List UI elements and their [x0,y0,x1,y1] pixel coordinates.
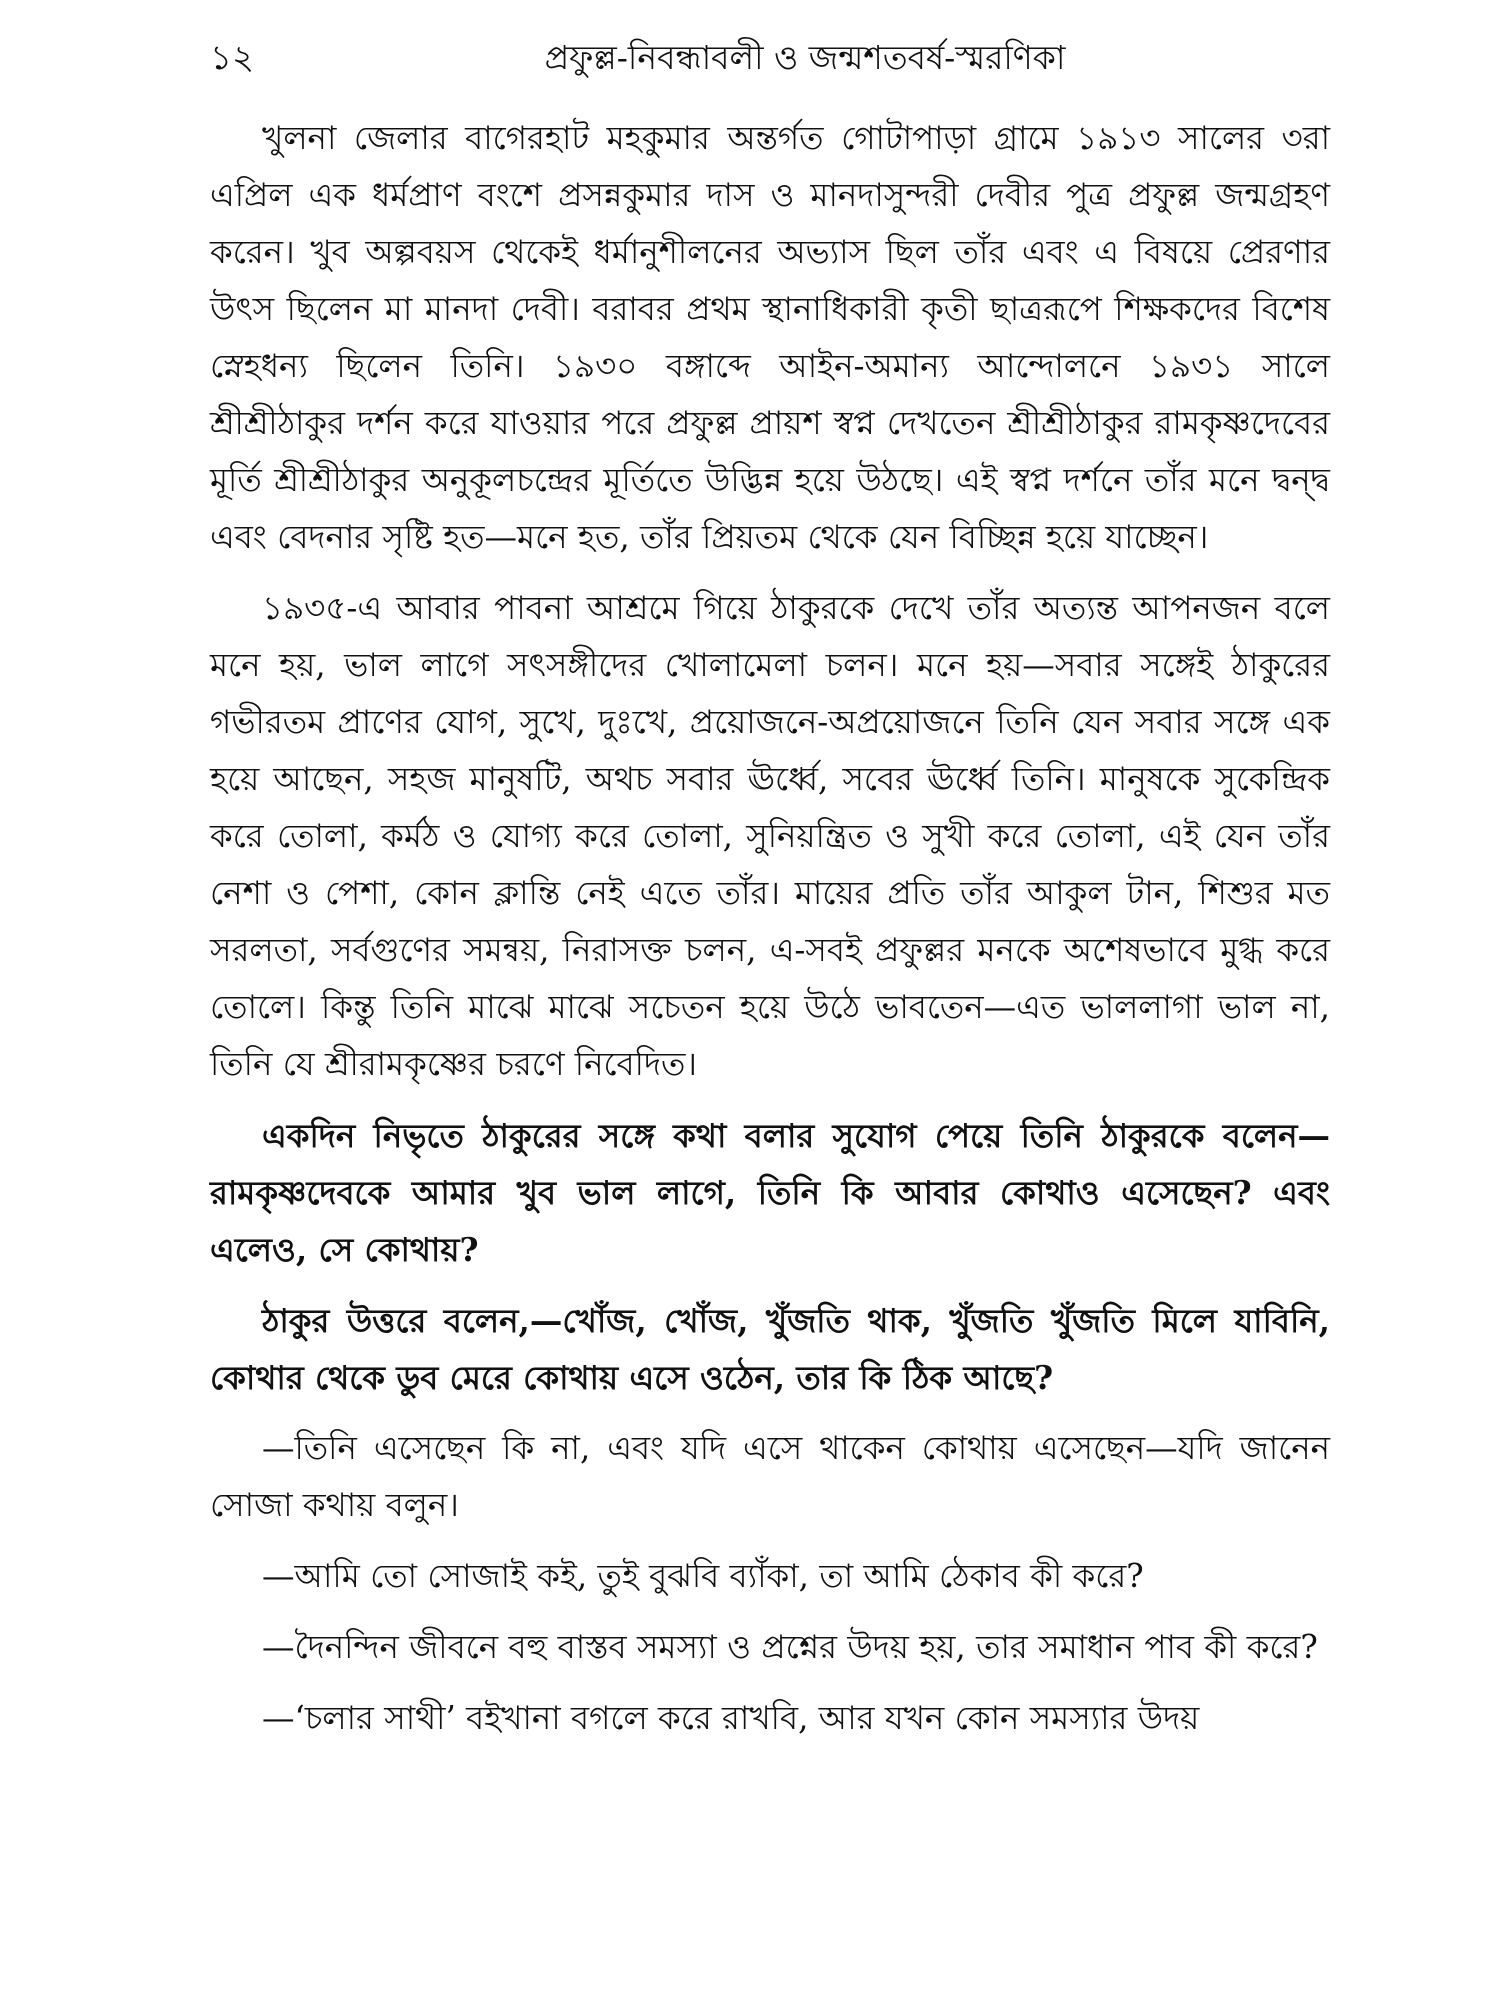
page-body [210,110,1330,1747]
paragraph-dialogue-reply-1: —আমি তো সোজাই কই, তুই বুঝবি ব্যাঁকা, তা আমি ঠেকাব কী করে? [262,1557,1144,1595]
paragraph-dialogue-question-2: —দৈনন্দিন জীবনে বহু বাস্তব সমস্যা ও প্রশ্নের উদয় হয়, তার সমাধান পাব কী করে? [262,1628,1318,1666]
paragraph-thakur-reply: ঠাকুর উত্তরে বলেন,—খোঁজ, খোঁজ, খুঁজতি থাক, খুঁজতি খুঁজতি মিলে যাবিনি, কোথার থেকে ডুব মেরে কোথায় এসে ওঠেন, তার কি ঠিক আছে? [210,1301,1330,1397]
paragraph-question-to-thakur: একদিন নিভৃতে ঠাকুরের সঙ্গে কথা বলার সুযোগ পেয়ে তিনি ঠাকুরকে বলেন— রামকৃষ্ণদেবকে আমার খুব ভাল লাগে, তিনি কি আবার কোথাও এসেছেন? এবং এলেও, সে কোথায়? [210,1116,1330,1269]
page-header [210,28,1330,88]
paragraph-dialogue-question-1: —তিনি এসেছেন কি না, এবং যদি এসে থাকেন কোথায় এসেছেন—যদি জানেন সোজা কথায় বলুন। [210,1429,1330,1524]
running-title: প্রফুল্ল-নিবন্ধাবলী ও জন্মশতবর্ষ-স্মরণিকা [544,38,1066,77]
paragraph-dialogue-reply-2: —‘চলার সাথী’ বইখানা বগলে করে রাখবি, আর যখন কোন সমস্যার উদয় [262,1699,1200,1737]
page-number: ১২ [210,38,255,78]
paragraph-pabna-ashram-visit: ১৯৩৫-এ আবার পাবনা আশ্রমে গিয়ে ঠাকুরকে দেখে তাঁর অত্যন্ত আপনজন বলে মনে হয়, ভাল লাগে সৎসঙ্গীদের খোলামেলা চলন। মনে হয়—সবার সঙ্গেই ঠাকুরের গভীরতম প্রাণের যোগ, সুখে, দুঃখে, প্রয়োজনে-অপ্রয়োজনে তিনি যেন সবার সঙ্গে এক হয়ে আছেন, সহজ মানুষটি, অথচ সবার ঊর্ধ্বে, সবের ঊর্ধ্বে তিনি। মানুষকে সুকেন্দ্রিক করে তোলা, কর্মঠ ও যোগ্য করে তোলা, সুনিয়ন্ত্রিত ও সুখী করে তোলা, এই যেন তাঁর নেশা ও পেশা, কোন ক্লান্তি নেই এতে তাঁর। মায়ের প্রতি তাঁর আকুল টান, শিশুর মত সরলতা, সর্বগুণের সমন্বয়, নিরাসক্ত চলন, এ-সবই প্রফুল্লর মনকে অশেষভাবে মুগ্ধ করে তোলে। কিন্তু তিনি মাঝে মাঝে সচেতন হয়ে উঠে ভাবতেন—এত ভাললাগা ভাল না, তিনি যে শ্রীরামকৃষ্ণের চরণে নিবেদিত। [210,589,1330,1083]
paragraph-birth-and-early-life: খুলনা জেলার বাগেরহাট মহকুমার অন্তর্গত গোটাপাড়া গ্রামে ১৯১৩ সালের ৩রা এপ্রিল এক ধর্মপ্রাণ বংশে প্রসন্নকুমার দাস ও মানদাসুন্দরী দেবীর পুত্র প্রফুল্ল জন্মগ্রহণ করেন। খুব অল্পবয়স থেকেই ধর্মানুশীলনের অভ্যাস ছিল তাঁর এবং এ বিষয়ে প্রেরণার উৎস ছিলেন মা মানদা দেবী। বরাবর প্রথম স্থানাধিকারী কৃতী ছাত্ররূপে শিক্ষকদের বিশেষ স্নেহধন্য ছিলেন তিনি। ১৯৩০ বঙ্গাব্দে আইন-অমান্য আন্দোলনে ১৯৩১ সালে শ্রীশ্রীঠাকুর দর্শন করে যাওয়ার পরে প্রফুল্ল প্রায়শ স্বপ্ন দেখতেন শ্রীশ্রীঠাকুর রামকৃষ্ণদেবের মূর্তি শ্রীশ্রীঠাকুর অনুকূলচন্দ্রের মূর্তিতে উদ্ভিন্ন হয়ে উঠছে। এই স্বপ্ন দর্শনে তাঁর মনে দ্বন্দ্ব এবং বেদনার সৃষ্টি হত—মনে হত, তাঁর প্রিয়তম থেকে যেন বিচ্ছিন্ন হয়ে যাচ্ছেন। [210,119,1330,556]
